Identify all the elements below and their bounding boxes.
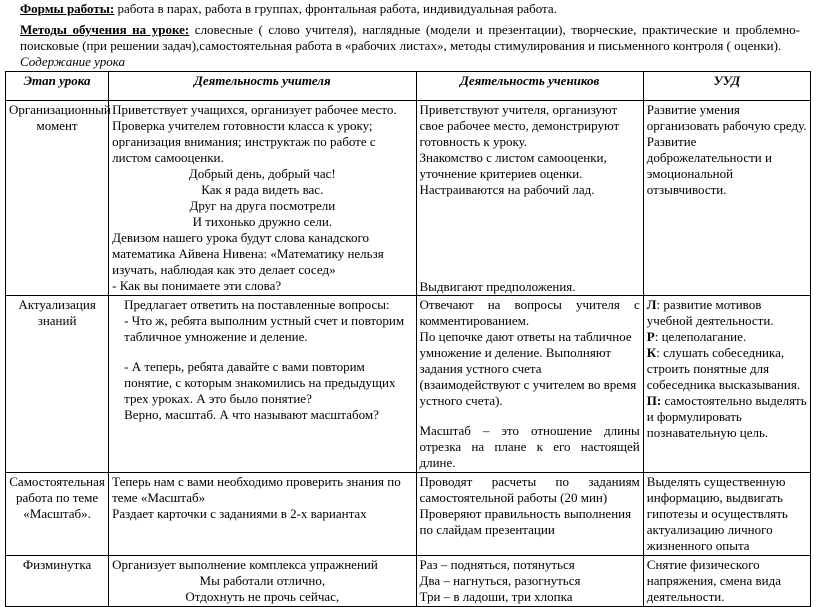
- teacher-cell: [109, 556, 416, 607]
- column-header: Деятельность учителя: [109, 72, 416, 101]
- teacher-cell: [109, 296, 416, 473]
- students-text: Отвечают на вопросы учителя с комментированием.: [419, 297, 640, 328]
- poem-line: Мы работали отлично,: [199, 573, 326, 588]
- uud-key: Р: [646, 329, 655, 344]
- stage-cell: Организационный момент: [6, 101, 109, 296]
- students-text: Проверяют правильность выполнения по слайдам презентации: [419, 506, 632, 537]
- uud-text: самостоятельно выделять и формулировать познавательную цель.: [646, 393, 807, 440]
- table-row: [6, 296, 811, 473]
- column-header: УУД: [643, 72, 810, 101]
- teacher-text: Верно, масштаб. А что называют масштабом?: [124, 407, 379, 422]
- uud-text: : развитие мотивов учебной деятельности.: [646, 297, 774, 328]
- table-row: [6, 101, 811, 296]
- table-header-row: [6, 72, 811, 101]
- students-text: Проводят расчеты по заданиям самостоятельной работы (20 мин): [419, 474, 640, 505]
- teacher-text: Организует выполнение комплекса упражнений: [112, 557, 378, 572]
- uud-item: [647, 393, 807, 441]
- uud-text: : слушать собеседника, строить понятные для собеседника высказывания.: [646, 345, 801, 392]
- uud-key: П:: [646, 393, 662, 408]
- students-cell: [416, 556, 643, 607]
- students-cell: [416, 473, 643, 556]
- teacher-text: Проверка учителем готовности класса к уроку; организация внимания; инструктаж по работе с листом самооценки.: [112, 118, 376, 165]
- column-header: Деятельность учеников: [416, 72, 643, 101]
- teacher-text: - Что ж, ребята выполним устный счет и повторим табличное умножение и деление.: [124, 313, 405, 344]
- forms-line: [20, 1, 557, 17]
- methods-text: словесные ( слово учителя), наглядные (модели и презентации), творческие, практические и проблемно-поисковые (при решении задач),самостоятельная работа в «рабочих листах», методы стимулирования и письменного контроля ( оценки).: [20, 22, 800, 53]
- poem-line: Отдохнуть не прочь сейчас,: [185, 589, 340, 604]
- uud-text: : целеполагание.: [654, 329, 747, 344]
- students-text: Выдвигают предположения.: [419, 279, 576, 294]
- students-text: Раз – подняться, потянуться: [419, 557, 575, 572]
- teacher-cell: [109, 101, 416, 296]
- poem-line: Добрый день, добрый час!: [188, 166, 336, 181]
- teacher-text: Предлагает ответить на поставленные вопросы:: [124, 297, 390, 312]
- uud-cell: Выделять существенную информацию, выдвигать гипотезы и осуществлять актуализацию личного жизненного опыта: [643, 473, 810, 556]
- teacher-cell: [109, 473, 416, 556]
- students-text: Три – в ладоши, три хлопка: [419, 589, 573, 604]
- stage-cell: Физминутка: [6, 556, 109, 607]
- poem-line: Друг на друга посмотрели: [189, 198, 336, 213]
- students-text: Знакомство с листом самооценки, уточнение критериев оценки.: [419, 150, 607, 181]
- uud-item: [647, 329, 807, 345]
- forms-text: работа в парах, работа в группах, фронтальная работа, индивидуальная работа.: [114, 1, 557, 16]
- uud-key: Л: [646, 297, 657, 312]
- teacher-text: Раздает карточки с заданиями в 2-х вариантах: [112, 506, 367, 521]
- column-header: Этап урока: [6, 72, 109, 101]
- poem-line: И тихонько дружно сели.: [192, 214, 333, 229]
- table-row: [6, 473, 811, 556]
- students-text: Настраиваются на рабочий лад.: [419, 182, 595, 197]
- uud-item: [647, 345, 807, 393]
- students-cell: [416, 296, 643, 473]
- uud-cell: [643, 296, 810, 473]
- content-heading: Содержание урока: [20, 54, 126, 69]
- teacher-text: Приветствует учащихся, организует рабочее место.: [112, 102, 397, 117]
- spacer: [112, 345, 412, 359]
- methods-line: [20, 22, 800, 54]
- lesson-table: [5, 71, 811, 607]
- students-text: Приветствуют учителя, организуют свое рабочее место, демонстрируют готовность к уроку.: [419, 102, 620, 149]
- teacher-text: - Как вы понимаете эти слова?: [112, 278, 282, 293]
- teacher-text: Девизом нашего урока будут слова канадского математика Айвена Нивена: «Математику нельзя изучать, наблюдая как это делает сосед»: [112, 230, 384, 277]
- forms-label: Формы работы:: [20, 1, 115, 16]
- uud-item: [647, 297, 807, 329]
- stage-cell: Актуализация знаний: [6, 296, 109, 473]
- stage-cell: Самостоятельная работа по теме «Масштаб».: [6, 473, 109, 556]
- methods-label: Методы обучения на уроке:: [20, 22, 190, 37]
- uud-key: К: [646, 345, 657, 360]
- students-cell: [416, 101, 643, 296]
- poem-line: Как я рада видеть вас.: [201, 182, 324, 197]
- uud-cell: Развитие умения организовать рабочую среду. Развитие доброжелательности и эмоциональной отзывчивости.: [643, 101, 810, 296]
- students-text: Масштаб – это отношение длины отрезка на плане к его настоящей длине.: [419, 423, 640, 470]
- students-text: По цепочке дают ответы на табличное умножение и деление. Выполняют задания устного счета (взаимодействуют с учителем во время устного счета).: [419, 329, 637, 408]
- table-row: [6, 556, 811, 607]
- teacher-text: Теперь нам с вами необходимо проверить знания по теме «Масштаб»: [112, 474, 401, 505]
- teacher-text: - А теперь, ребята давайте с вами повторим понятие, с которым знакомились на предыдущих трех уроках. А это было понятие?: [124, 359, 396, 406]
- uud-cell: Снятие физического напряжения, смена вида деятельности.: [643, 556, 810, 607]
- students-text: Два – нагнуться, разогнуться: [419, 573, 581, 588]
- spacer: [420, 409, 640, 423]
